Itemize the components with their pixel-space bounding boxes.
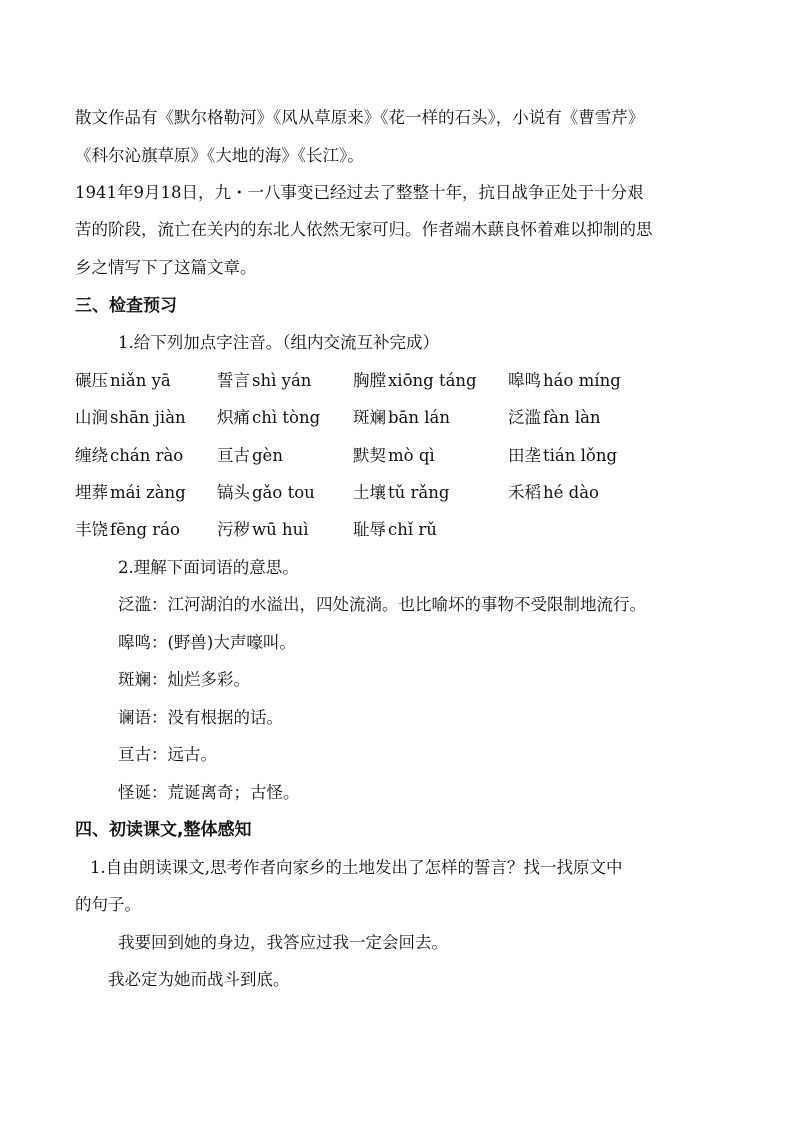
pinyin-word: 炽痛 [217,408,250,427]
pinyin-word: 田垄 [508,446,541,465]
pinyin-word: 缠绕 [75,446,108,465]
pinyin-item [217,406,320,430]
definition-item: 斑斓：灿烂多彩。 [118,670,250,689]
definition-item: 亘古：远古。 [118,745,217,764]
pinyin-item [353,444,435,468]
pinyin-word: 斑斓 [353,408,386,427]
pinyin-word: 耻辱 [353,520,386,539]
pinyin-word: 土壤 [353,483,386,502]
pinyin-reading: háo míng [543,371,621,390]
section-4-question-line-1: 1.自由朗读课文,思考作者向家乡的土地发出了怎样的誓言？找一找原文中 [90,858,623,877]
pinyin-reading: niǎn yā [110,371,171,390]
pinyin-item [508,481,599,505]
pinyin-reading: hé dào [543,483,599,502]
pinyin-item [508,444,617,468]
pinyin-word: 埋葬 [75,483,108,502]
pinyin-item [75,444,183,468]
pinyin-word: 污秽 [217,520,250,539]
pinyin-word: 丰饶 [75,520,108,539]
pinyin-item [217,369,311,393]
definition-item: 怪诞：荒诞离奇；古怪。 [118,783,300,802]
pinyin-item [75,369,171,393]
pinyin-word: 镐头 [217,483,250,502]
pinyin-item [75,481,186,505]
section-4-heading: 四、初读课文,整体感知 [75,820,252,840]
intro-line-5: 乡之情写下了这篇文章。 [75,258,257,277]
pinyin-item [353,518,437,542]
pinyin-reading: gèn [252,446,283,465]
intro-line-4: 苦的阶段，流亡在关内的东北人依然无家可归。作者端木蕻良怀着难以抑制的思 [75,220,653,239]
pinyin-reading: wū huì [252,520,309,539]
pinyin-reading: chǐ rǔ [388,520,437,539]
question-2: 2.理解下面词语的意思。 [118,558,299,577]
question-1: 1.给下列加点字注音。（组内交流互补完成） [118,333,439,352]
pinyin-item [217,518,309,542]
pinyin-word: 碾压 [75,371,108,390]
pinyin-item [508,406,601,430]
pinyin-reading: fēng ráo [110,520,180,539]
pinyin-reading: tǔ rǎng [388,483,450,502]
pinyin-reading: shān jiàn [110,408,186,427]
intro-line-1: 散文作品有《默尔格勒河》《风从草原来》《花一样的石头》，小说有《曹雪芹》 [75,108,645,127]
pinyin-reading: bān lán [388,408,451,427]
pinyin-reading: chán rào [110,446,184,465]
pinyin-word: 禾稻 [508,483,541,502]
pinyin-word: 嗥鸣 [508,371,541,390]
pinyin-item [353,481,449,505]
pinyin-item [508,369,621,393]
pinyin-reading: fàn làn [543,408,601,427]
pinyin-item [75,406,186,430]
intro-line-2: 《科尔沁旗草原》《大地的海》《长江》。 [75,146,364,165]
answer-2: 我必定为她而战斗到底。 [108,970,290,989]
pinyin-item [217,444,283,468]
section-3-heading: 三、检查预习 [75,296,177,316]
pinyin-item [75,518,180,542]
definition-item: 谰语：没有根据的话。 [118,708,283,727]
pinyin-word: 亘古 [217,446,250,465]
pinyin-word: 泛滥 [508,408,541,427]
pinyin-reading: mái zàng [110,483,186,502]
pinyin-reading: tián lǒng [543,446,618,465]
definition-item: 嗥鸣：(野兽)大声嚎叫。 [118,633,296,652]
pinyin-item [353,369,477,393]
pinyin-reading: gǎo tou [252,483,315,502]
pinyin-word: 誓言 [217,371,250,390]
pinyin-word: 默契 [353,446,386,465]
pinyin-reading: xiōng táng [388,371,477,390]
answer-1: 我要回到她的身边，我答应过我一定会回去。 [118,933,448,952]
pinyin-item [353,406,450,430]
pinyin-item [217,481,315,505]
pinyin-reading: chì tòng [252,408,321,427]
pinyin-reading: shì yán [252,371,312,390]
pinyin-reading: mò qì [388,446,435,465]
pinyin-word: 胸膛 [353,371,386,390]
section-4-question-line-2: 的句子。 [75,895,141,914]
pinyin-word: 山涧 [75,408,108,427]
intro-line-3: 1941年9月18日，九・一八事变已经过去了整整十年，抗日战争正处于十分艰 [75,183,644,202]
definition-item: 泛滥：江河湖泊的水溢出，四处流淌。也比喻坏的事物不受限制地流行。 [118,595,646,614]
